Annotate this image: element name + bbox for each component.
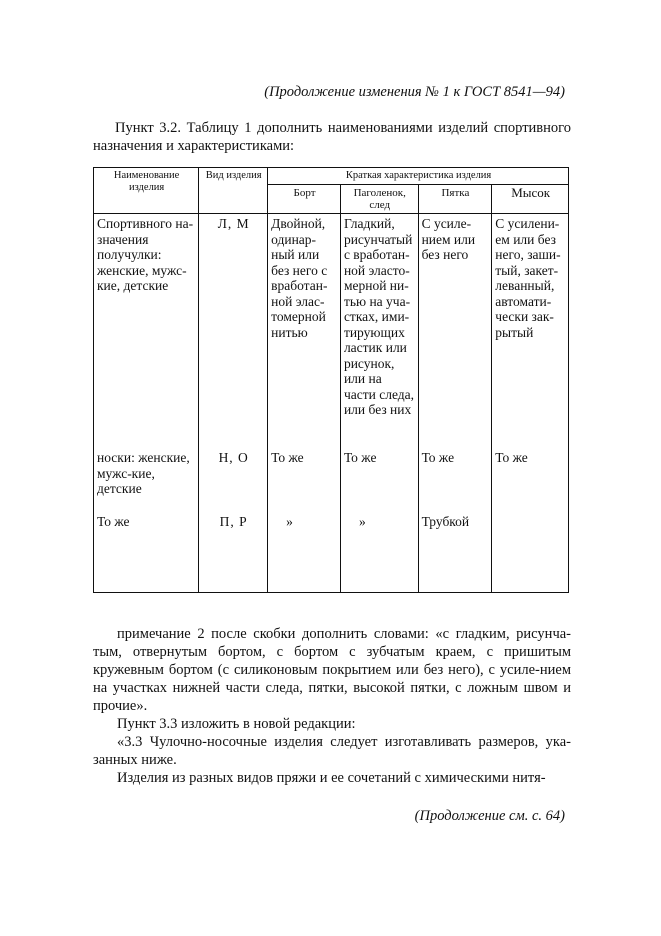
cell-name: носки: женские, мужс-кие, детские [94, 448, 199, 512]
cell-mysok [492, 512, 569, 593]
header-group: Краткая характеристика изделия [268, 168, 569, 185]
cell-mysok: То же [492, 448, 569, 512]
cell-pagolenok: » [340, 512, 418, 593]
cell-pyatka: Трубкой [418, 512, 492, 593]
cell-bort: Двойной, одинар-ный или без него с вработан-ной элас-томерной нитью [268, 214, 341, 449]
cell-mysok: С усилени-ем или без него, заши-тый, закет-леванный, автомати-чески зак-рытый [492, 214, 569, 449]
cell-name: То же [94, 512, 199, 593]
header-pyatka: Пятка [418, 185, 492, 214]
cell-pyatka: То же [418, 448, 492, 512]
cell-kind: Н, О [199, 448, 268, 512]
header-mysok: Мысок [492, 185, 569, 214]
cell-kind: Л, М [199, 214, 268, 449]
body-paragraph: «3.3 Чулочно-носочные изделия следует изготавливать размеров, ука-занных ниже. [93, 734, 571, 768]
header-note: (Продолжение изменения № 1 к ГОСТ 8541—94) [264, 84, 565, 100]
body-paragraph: Пункт 3.3 изложить в новой редакции: [117, 716, 356, 732]
header-pagolenok: Паголенок, след [340, 185, 418, 214]
footer-note: (Продолжение см. с. 64) [414, 808, 565, 824]
cell-bort: То же [268, 448, 341, 512]
cell-pagolenok: Гладкий, рисунчатый с вработан-ной эласто-мерной ни-тью на уча-стках, ими-тирующих ластик или рисунок, или на части следа, или без них [340, 214, 418, 449]
body-paragraph: примечание 2 после скобки дополнить словами: «с гладким, рисунча-тым, отвернутым бортом, с бортом с зубчатым краем, с пришитым кружевным бортом (с силиконовым покрытием или без него), с усиле-нием на участках нижней части следа, пятки, высокой пятки, с ложным швом и прочие». [93, 626, 571, 714]
cell-name: Спортивного на-значения получулки: женские, мужс-кие, детские [94, 214, 199, 449]
header-bort: Борт [268, 185, 341, 214]
body-text [93, 625, 571, 787]
spec-table [93, 167, 569, 593]
table-row [94, 512, 569, 593]
table-row [94, 214, 569, 449]
body-paragraph: Изделия из разных видов пряжи и ее сочетаний с химическими нитя- [117, 770, 546, 786]
header-name: Наименование изделия [94, 168, 199, 214]
intro-paragraph: Пункт 3.2. Таблицу 1 дополнить наименованиями изделий спортивного назначения и характеристиками: [93, 120, 571, 154]
cell-pagolenok: То же [340, 448, 418, 512]
cell-pyatka: С усиле-нием или без него [418, 214, 492, 449]
header-kind: Вид изделия [199, 168, 268, 214]
table-row [94, 448, 569, 512]
cell-kind: П, Р [199, 512, 268, 593]
cell-bort: » [268, 512, 341, 593]
